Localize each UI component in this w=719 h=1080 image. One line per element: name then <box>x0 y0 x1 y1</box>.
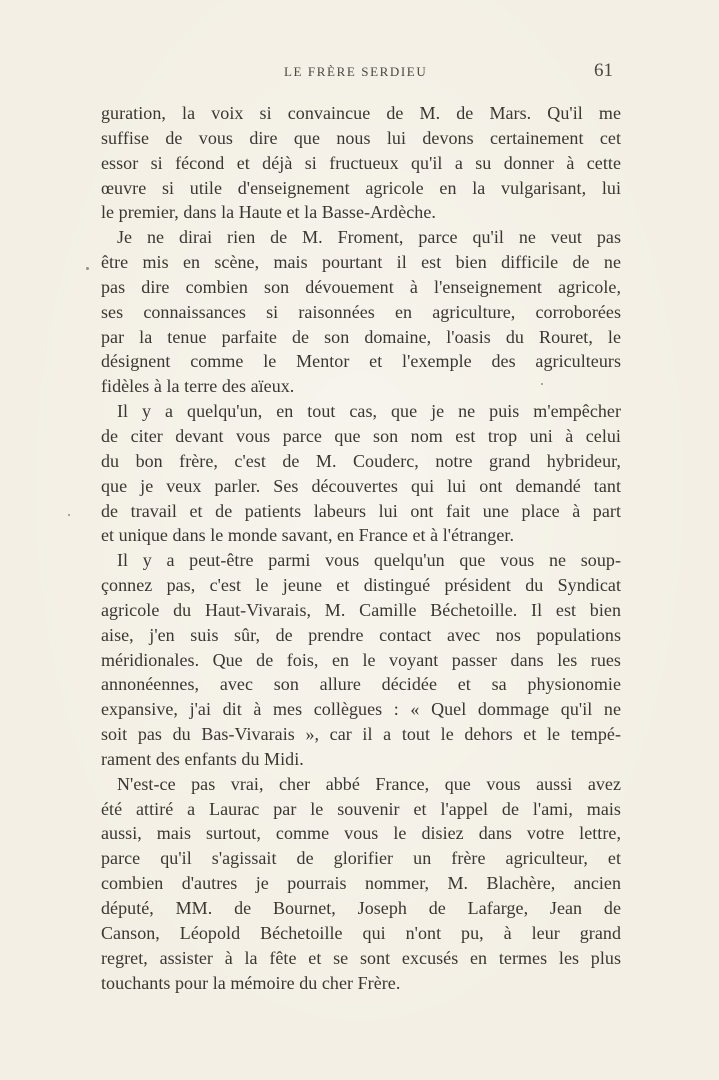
body-text <box>101 101 621 995</box>
text-line: expansive, j'ai dit à mes collègues : « Quel dommage qu'il ne <box>101 699 621 720</box>
text-line: été attiré a Laurac par le souvenir et l'appel de l'ami, mais <box>101 798 621 819</box>
paper-speck <box>68 514 70 516</box>
text-line: méridionales. Que de fois, en le voyant passer dans les rues <box>101 649 621 670</box>
text-line: du bon frère, c'est de M. Couderc, notre grand hybrideur, <box>101 450 621 471</box>
running-title: LE FRÈRE SERDIEU <box>284 64 428 79</box>
text-line: par la tenue parfaite de son domaine, l'oasis du Rouret, le <box>101 326 621 347</box>
text-line: regret, assister à la fête et se sont excusés en termes les plus <box>101 947 621 968</box>
text-line: Je ne dirai rien de M. Froment, parce qu'il ne veut pas <box>117 227 621 248</box>
text-line: soit pas du Bas-Vivarais », car il a tout le dehors et le tempé- <box>101 724 621 745</box>
text-line: fidèles à la terre des aïeux. <box>101 376 295 397</box>
text-line: essor si fécond et déjà si fructueux qu'il a su donner à cette <box>101 152 621 173</box>
text-line: de travail et de patients labeurs lui ont fait une place à part <box>101 500 621 521</box>
running-head <box>0 60 719 88</box>
page-number: 61 <box>594 60 613 81</box>
text-line: ses connaissances si raisonnées en agriculture, corroborées <box>101 301 621 322</box>
text-line: le premier, dans la Haute et la Basse-Ardèche. <box>101 202 436 223</box>
text-line: pas dire combien son dévouement à l'enseignement agricole, <box>101 276 621 297</box>
text-line: désignent comme le Mentor et l'exemple des agriculteurs <box>101 351 621 372</box>
text-line: œuvre si utile d'enseignement agricole en la vulgarisant, lui <box>101 177 621 198</box>
text-line: agricole du Haut-Vivarais, M. Camille Béchetoille. Il est bien <box>101 599 621 620</box>
text-line: N'est-ce pas vrai, cher abbé France, que vous aussi avez <box>117 773 621 794</box>
text-line: aise, j'en suis sûr, de prendre contact avec nos populations <box>101 624 621 645</box>
text-line: guration, la voix si convaincue de M. de Mars. Qu'il me <box>101 103 621 123</box>
text-line: combien d'autres je pourrais nommer, M. Blachère, ancien <box>101 873 621 894</box>
text-line: que je veux parler. Ses découvertes qui lui ont demandé tant <box>101 475 621 496</box>
text-line: touchants pour la mémoire du cher Frère. <box>101 972 401 993</box>
text-line: de citer devant vous parce que son nom est trop uni à celui <box>101 425 621 446</box>
text-line: député, MM. de Bournet, Joseph de Lafarge, Jean de <box>101 898 621 918</box>
text-line: Il y a quelqu'un, en tout cas, que je ne puis m'empêcher <box>117 401 621 422</box>
text-line: aussi, mais surtout, comme vous le disiez dans votre lettre, <box>101 823 621 844</box>
text-line: Il y a peut-être parmi vous quelqu'un que vous ne soup- <box>117 550 621 571</box>
text-line: Canson, Léopold Béchetoille qui n'ont pu, à leur grand <box>101 922 621 943</box>
paper-speck <box>86 267 89 270</box>
text-line: rament des enfants du Midi. <box>101 748 304 769</box>
text-line: parce qu'il s'agissait de glorifier un frère agriculteur, et <box>101 848 621 869</box>
text-line: annonéennes, avec son allure décidée et sa physionomie <box>101 674 621 695</box>
text-line: suffise de vous dire que nous lui devons certainement cet <box>101 127 621 148</box>
text-line: çonnez pas, c'est le jeune et distingué président du Syndicat <box>101 575 621 596</box>
text-line: et unique dans le monde savant, en France et à l'étranger. <box>101 525 514 546</box>
paper-speck <box>541 383 543 385</box>
text-line: être mis en scène, mais pourtant il est bien difficile de ne <box>101 252 621 273</box>
